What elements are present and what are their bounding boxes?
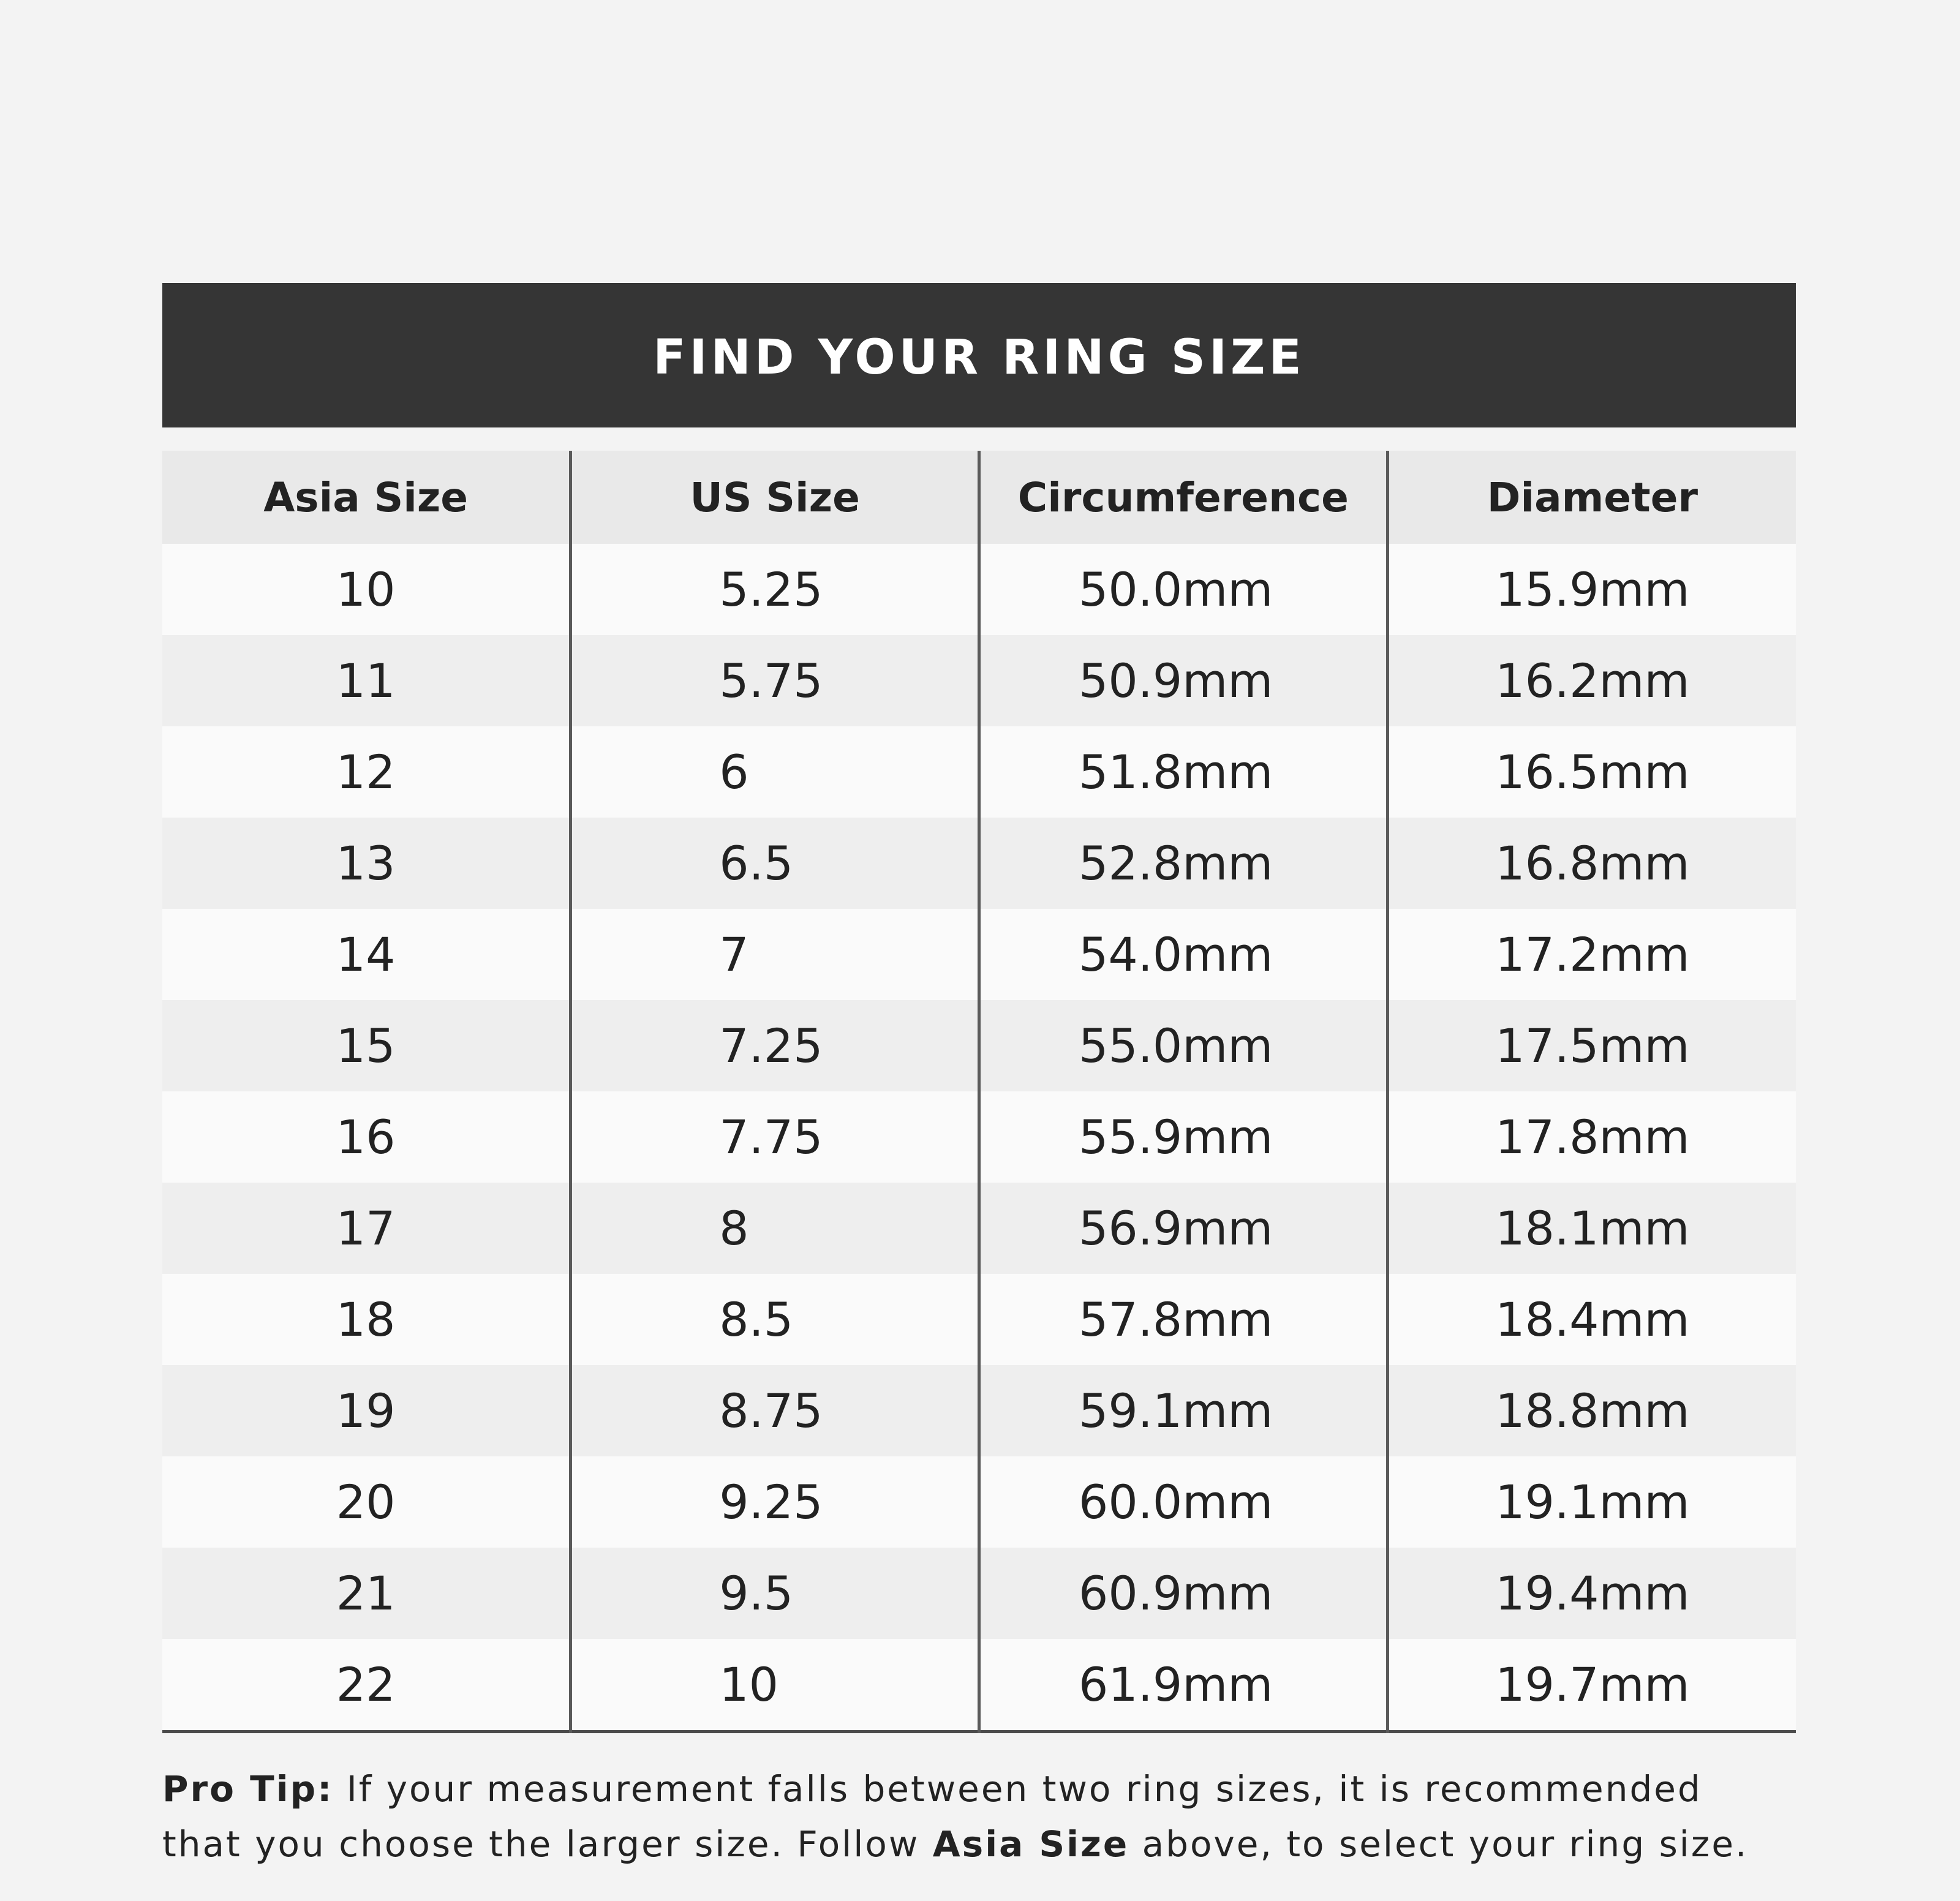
pro-tip-emphasis: Asia Size	[932, 1823, 1129, 1865]
circumference-cell: 55.9mm	[979, 1091, 1388, 1183]
diameter-cell: 19.1mm	[1387, 1456, 1796, 1548]
pro-tip-label: Pro Tip:	[162, 1768, 334, 1810]
diameter-cell: 19.7mm	[1387, 1639, 1796, 1732]
asia-size-cell: 22	[162, 1639, 571, 1732]
us-size-cell: 6.5	[571, 818, 979, 909]
table-header-row	[162, 451, 1796, 544]
diameter-cell: 15.9mm	[1387, 544, 1796, 635]
circumference-cell: 60.0mm	[979, 1456, 1388, 1548]
asia-size-cell: 21	[162, 1548, 571, 1639]
circumference-cell: 50.0mm	[979, 544, 1388, 635]
us-size-cell: 5.25	[571, 544, 979, 635]
circumference-cell: 56.9mm	[979, 1183, 1388, 1274]
asia-size-cell: 10	[162, 544, 571, 635]
asia-size-cell: 16	[162, 1091, 571, 1183]
title-banner	[162, 283, 1796, 427]
diameter-cell: 17.2mm	[1387, 909, 1796, 1000]
circumference-cell: 52.8mm	[979, 818, 1388, 909]
us-size-cell: 10	[571, 1639, 979, 1732]
circumference-cell: 50.9mm	[979, 635, 1388, 726]
table-row	[162, 1548, 1796, 1639]
table-row	[162, 1456, 1796, 1548]
pro-tip	[162, 1761, 1796, 1872]
table-row	[162, 726, 1796, 818]
table-body	[162, 544, 1796, 1732]
header-circumference: Circumference	[979, 451, 1388, 544]
asia-size-cell: 14	[162, 909, 571, 1000]
table-row	[162, 1183, 1796, 1274]
circumference-cell: 55.0mm	[979, 1000, 1388, 1091]
circumference-cell: 61.9mm	[979, 1639, 1388, 1732]
asia-size-cell: 19	[162, 1365, 571, 1456]
circumference-cell: 60.9mm	[979, 1548, 1388, 1639]
header-diameter: Diameter	[1387, 451, 1796, 544]
asia-size-cell: 18	[162, 1274, 571, 1365]
table-row	[162, 635, 1796, 726]
diameter-cell: 17.8mm	[1387, 1091, 1796, 1183]
diameter-cell: 17.5mm	[1387, 1000, 1796, 1091]
asia-size-cell: 11	[162, 635, 571, 726]
pro-tip-text-3: above, to select your ring size.	[1129, 1823, 1749, 1865]
diameter-cell: 18.8mm	[1387, 1365, 1796, 1456]
header-asia-size: Asia Size	[162, 451, 571, 544]
table-row	[162, 1091, 1796, 1183]
diameter-cell: 19.4mm	[1387, 1548, 1796, 1639]
diameter-cell: 16.5mm	[1387, 726, 1796, 818]
chart-title: FIND YOUR RING SIZE	[653, 330, 1305, 385]
us-size-cell: 9.5	[571, 1548, 979, 1639]
asia-size-cell: 15	[162, 1000, 571, 1091]
table-row	[162, 1000, 1796, 1091]
header-us-size: US Size	[571, 451, 979, 544]
circumference-cell: 54.0mm	[979, 909, 1388, 1000]
us-size-cell: 7.25	[571, 1000, 979, 1091]
us-size-cell: 8.75	[571, 1365, 979, 1456]
us-size-cell: 8.5	[571, 1274, 979, 1365]
asia-size-cell: 20	[162, 1456, 571, 1548]
table-row	[162, 818, 1796, 909]
us-size-cell: 8	[571, 1183, 979, 1274]
pro-tip-line-1	[162, 1761, 1796, 1816]
table-row	[162, 1365, 1796, 1456]
us-size-cell: 7.75	[571, 1091, 979, 1183]
diameter-cell: 18.4mm	[1387, 1274, 1796, 1365]
us-size-cell: 7	[571, 909, 979, 1000]
us-size-cell: 9.25	[571, 1456, 979, 1548]
diameter-cell: 18.1mm	[1387, 1183, 1796, 1274]
table-row	[162, 1639, 1796, 1732]
diameter-cell: 16.8mm	[1387, 818, 1796, 909]
table-row	[162, 909, 1796, 1000]
pro-tip-text-2: that you choose the larger size. Follow	[162, 1823, 933, 1865]
circumference-cell: 59.1mm	[979, 1365, 1388, 1456]
circumference-cell: 51.8mm	[979, 726, 1388, 818]
pro-tip-text-1: If your measurement falls between two ring sizes, it is recommended	[333, 1768, 1702, 1810]
asia-size-cell: 12	[162, 726, 571, 818]
ring-size-table	[162, 451, 1796, 1733]
ring-size-chart	[162, 283, 1796, 1872]
asia-size-cell: 13	[162, 818, 571, 909]
asia-size-cell: 17	[162, 1183, 571, 1274]
table-row	[162, 544, 1796, 635]
us-size-cell: 6	[571, 726, 979, 818]
table-row	[162, 1274, 1796, 1365]
diameter-cell: 16.2mm	[1387, 635, 1796, 726]
pro-tip-line-2	[162, 1816, 1796, 1872]
us-size-cell: 5.75	[571, 635, 979, 726]
circumference-cell: 57.8mm	[979, 1274, 1388, 1365]
